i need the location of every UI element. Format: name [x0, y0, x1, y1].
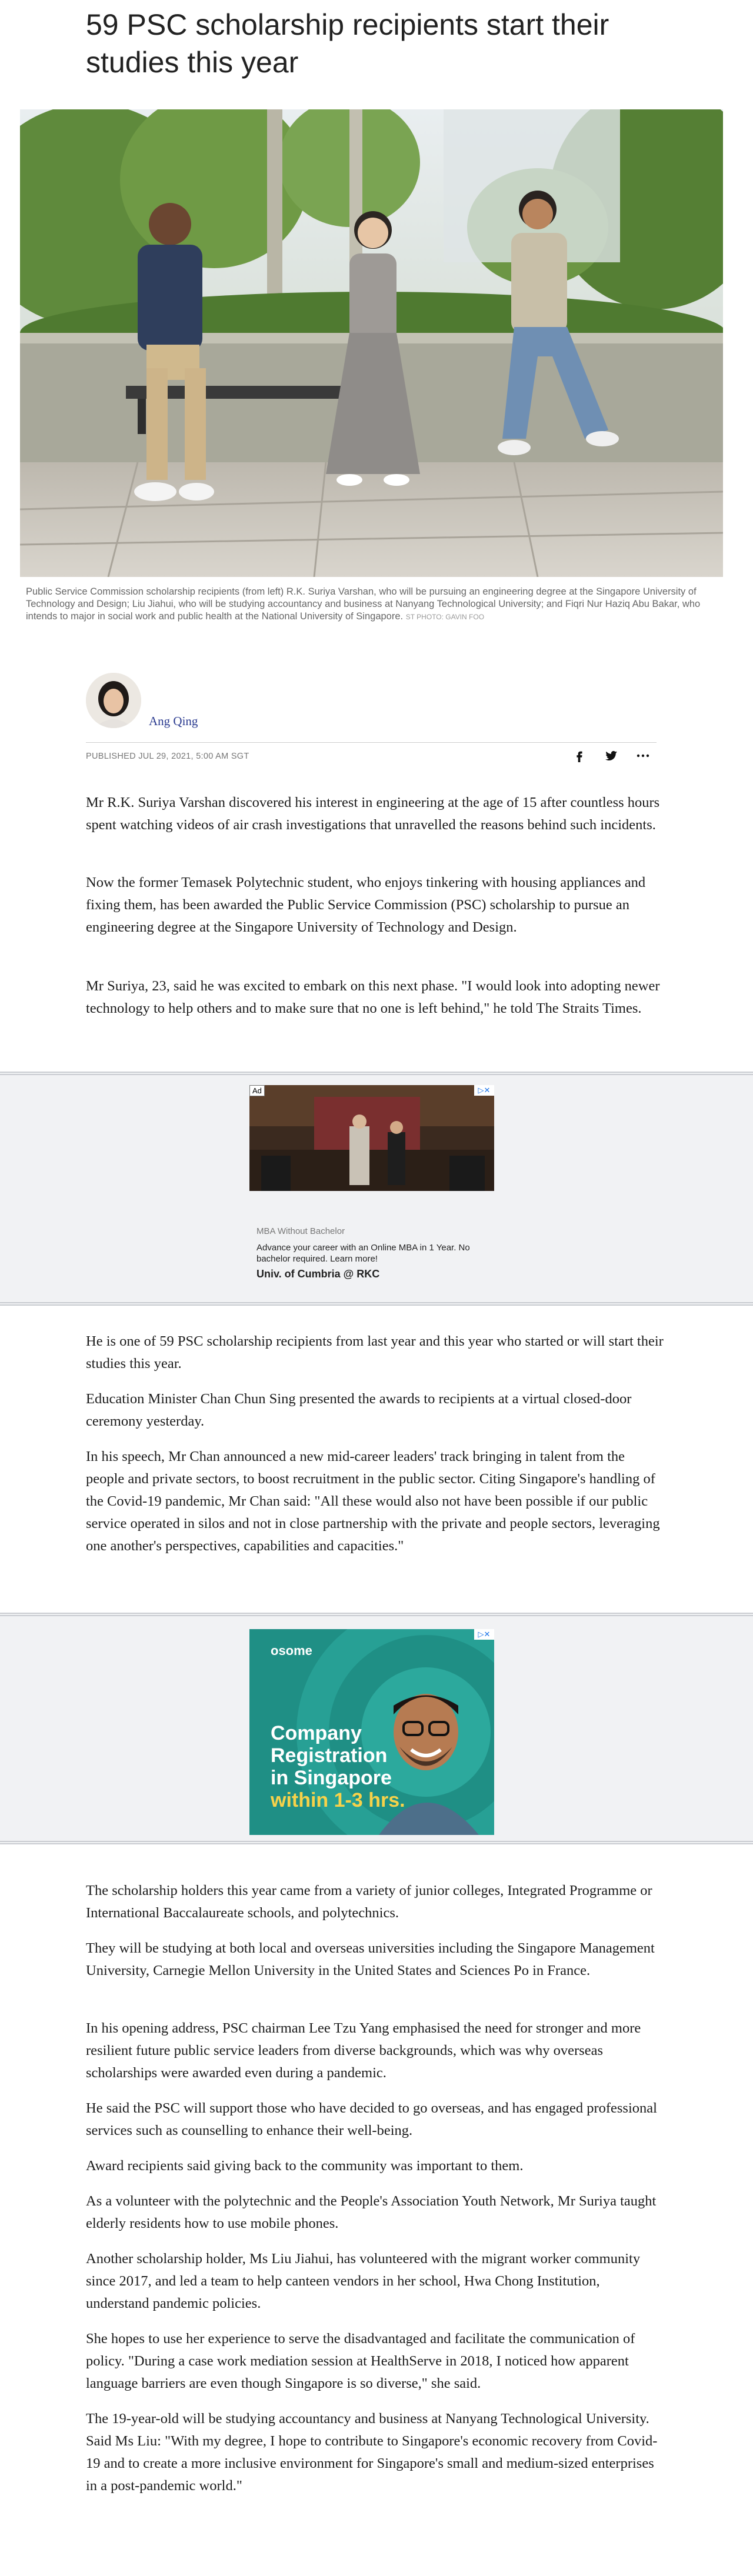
ad-choices-close[interactable]: ▷✕ — [474, 1085, 494, 1096]
caption-credit: ST PHOTO: GAVIN FOO — [405, 613, 485, 621]
twitter-icon[interactable] — [604, 748, 619, 763]
paragraph: She hopes to use her experience to serve the disadvantaged and facilitate the communication of policy. "During a case work mediation session at HealthServe in 2018, I noticed how apparent language barriers are even though Singapore is so diverse," she said. — [86, 2331, 635, 2391]
paragraph: Mr Suriya, 23, said he was excited to embark on this next phase. "I would look into adopting newer technology to help others and to make sure that no one is left behind," he told The Straits Times. — [86, 978, 660, 1016]
ad-headline-line: Registration — [271, 1744, 388, 1767]
byline — [86, 673, 657, 773]
author-link[interactable]: Ang Qing — [149, 714, 198, 728]
author-avatar-image — [86, 673, 141, 728]
ad-brand: osome — [271, 1643, 312, 1658]
paragraph: The scholarship holders this year came from a variety of junior colleges, Integrated Programme or International Baccalaureate schools, and polytechnics. — [86, 1883, 652, 1921]
ad-source[interactable]: MBA Without Bachelor — [256, 1226, 345, 1236]
paragraph: They will be studying at both local and overseas universities including the Singapore Management University, Carnegie Mellon University in the United States and Sciences Po in France. — [86, 1940, 655, 1978]
ad-headline-line: Company — [271, 1722, 362, 1744]
published-date: PUBLISHED JUL 29, 2021, 5:00 AM SGT — [86, 752, 249, 761]
ad-cta[interactable]: Univ. of Cumbria @ RKC — [256, 1268, 380, 1280]
ad-badge: Ad — [249, 1085, 265, 1096]
article-headline: 59 PSC scholarship recipients start their studies this year — [86, 8, 609, 79]
byline-divider — [86, 742, 657, 743]
ad-image[interactable] — [249, 1085, 494, 1191]
more-icon[interactable] — [635, 748, 651, 763]
ad-headline-accent: within 1-3 hrs. — [271, 1789, 405, 1811]
paragraph: Mr R.K. Suriya Varshan discovered his interest in engineering at the age of 15 after countless hours spent watching videos of air crash investigations that unravelled the reasons behind such incidents. — [86, 795, 660, 833]
ad-text — [256, 1226, 504, 1280]
photo-caption — [26, 586, 714, 623]
paragraph: As a volunteer with the polytechnic and the People's Association Youth Network, Mr Suriya taught elderly residents how to use mobile phones. — [86, 2193, 657, 2231]
ad-graduation-image — [249, 1085, 494, 1191]
hero-photo — [20, 109, 723, 577]
paragraph: Now the former Temasek Polytechnic student, who enjoys tinkering with housing appliances and fixing them, has been awarded the Public Service Commission (PSC) scholarship to pursue an engineering degree at the Singapore University of Technology and Design. — [86, 875, 646, 935]
paragraph: In his opening address, PSC chairman Lee Tzu Yang emphasised the need for stronger and more resilient future public service leaders from diverse backgrounds, which was why overseas scholarships were awarded even during a pandemic. — [86, 2020, 641, 2081]
paragraph: Award recipients said giving back to the community was important to them. — [86, 2158, 524, 2174]
paragraph: The 19-year-old will be studying accountancy and business at Nanyang Technological University. Said Ms Liu: "With my degree, I hope to contribute to Singapore's economic recovery from Covid-19 and to create a more inclusive environment for Singapore's small and medium-sized enterprises in a post-pandemic world." — [86, 2411, 658, 2494]
paragraph: Another scholarship holder, Ms Liu Jiahui, has volunteered with the migrant worker community since 2017, and led a team to help canteen vendors in her school, Hwa Chong Institution, understand pandemic policies. — [86, 2251, 641, 2311]
ad-headline — [271, 1722, 405, 1811]
ad-description[interactable]: Advance your career with an Online MBA in 1 Year. No bachelor required. Learn more! — [256, 1243, 470, 1264]
paragraph: He is one of 59 PSC scholarship recipients from last year and this year who started or will start their studies this year. — [86, 1333, 664, 1372]
paragraph: In his speech, Mr Chan announced a new mid-career leaders' track bringing in talent from the people and private sectors, to boost recruitment in the public sector. Citing Singapore's handling of the Covid-19 pandemic, Mr Chan said: "All these would also not have been possible if our public service operated in silos and not in close partnership with the private and people sectors, leveraging one another's perspectives, capabilities and capacities." — [86, 1449, 660, 1554]
ad-osome[interactable] — [249, 1629, 494, 1835]
ad-choices-close[interactable]: ▷✕ — [474, 1629, 494, 1640]
caption-text: Public Service Commission scholarship recipients (from left) R.K. Suriya Varshan, who will be pursuing an engineering degree at the Singapore University of Technology and Design; Liu Jiahui, who will be studying accountancy and business at Nanyang Technological University; and Fiqri Nur Haziq Abu Bakar, who intends to major in social work and public health at the National University of Singapore. — [26, 586, 701, 622]
ad-headline-line: in Singapore — [271, 1767, 392, 1789]
share-bar — [572, 748, 651, 763]
paragraph: Education Minister Chan Chun Sing presented the awards to recipients at a virtual closed-door ceremony yesterday. — [86, 1391, 632, 1429]
author-avatar[interactable] — [86, 673, 141, 728]
paragraph: He said the PSC will support those who have decided to go overseas, and has engaged professional services such as counselling to enhance their well-being. — [86, 2100, 657, 2138]
facebook-icon[interactable] — [572, 748, 587, 763]
hero-photo-illustration — [20, 109, 723, 577]
